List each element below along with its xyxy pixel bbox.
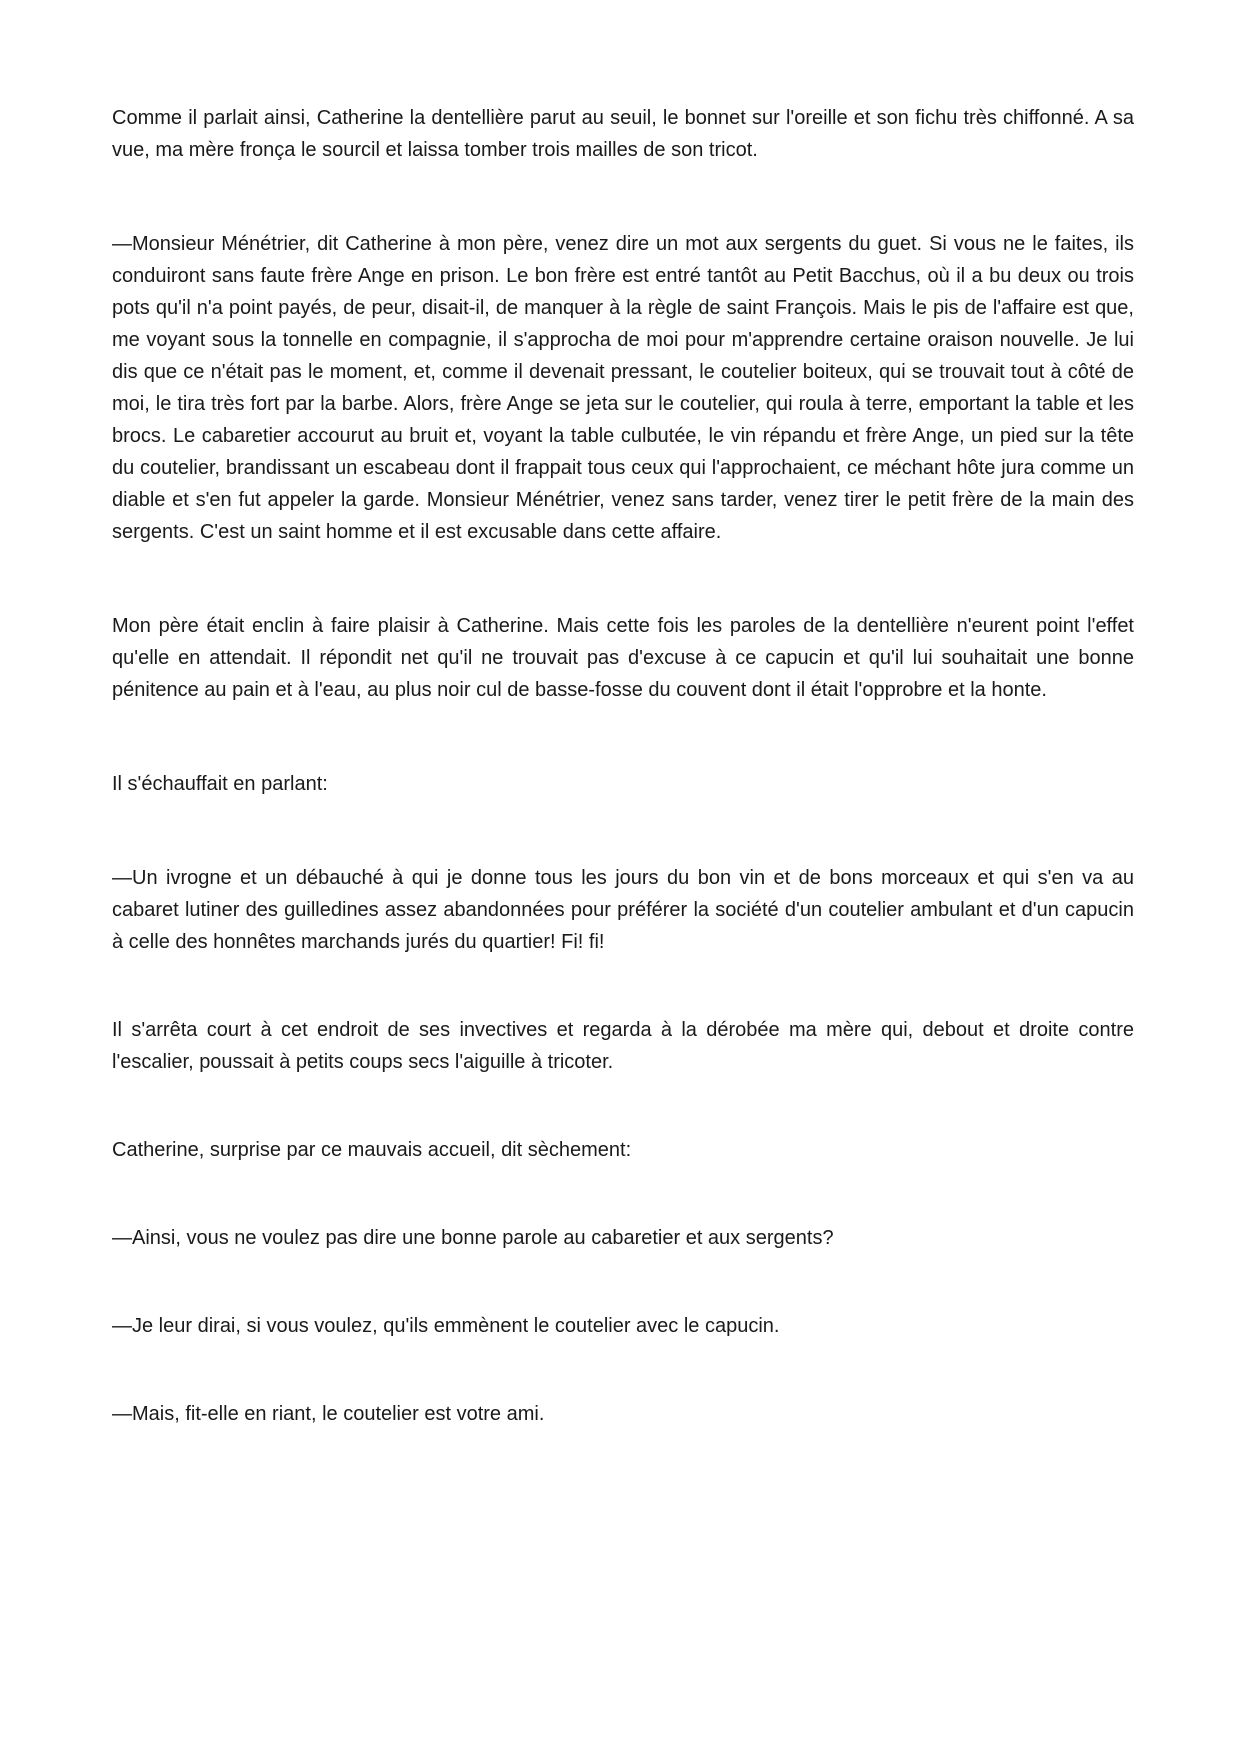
paragraph-father-heats-up: Il s'échauffait en parlant: bbox=[112, 773, 328, 795]
text-body bbox=[112, 102, 1134, 1430]
paragraph-catherine-question: —Ainsi, vous ne voulez pas dire une bonne parole au cabaretier et aux sergents? bbox=[112, 1227, 834, 1249]
paragraph-catherine-surprised: Catherine, surprise par ce mauvais accueil, dit sèchement: bbox=[112, 1139, 632, 1161]
paragraph-catherine-arrives: Comme il parlait ainsi, Catherine la dentellière parut au seuil, le bonnet sur l'oreille et son fichu très chiffonné. A sa vue, ma mère fronça le sourcil et laissa tomber trois mailles de son tricot. bbox=[112, 107, 1134, 161]
paragraph-catherine-laughs: —Mais, fit-elle en riant, le coutelier est votre ami. bbox=[112, 1403, 545, 1425]
paragraph-catherine-plea: —Monsieur Ménétrier, dit Catherine à mon père, venez dire un mot aux sergents du guet. Si vous ne le faites, ils conduiront sans faute frère Ange en prison. Le bon frère est entré tantôt au Petit Bacchus, où il a bu deux ou trois pots qu'il n'a point payés, de peur, disait-il, de manquer à la règle de saint François. Mais le pis de l'affaire est que, me voyant sous la tonnelle en compagnie, il s'approcha de moi pour m'apprendre certaine oraison nouvelle. Je lui dis que ce n'était pas le moment, et, comme il devenait pressant, le coutelier boiteux, qui se trouvait tout à côté de moi, le tira très fort par la barbe. Alors, frère Ange se jeta sur le coutelier, qui roula à terre, emportant la table et les brocs. Le cabaretier accourut au bruit et, voyant la table culbutée, le vin répandu et frère Ange, un pied sur la tête du coutelier, brandissant un escabeau dont il frappait tous ceux qui l'approchaient, ce méchant hôte jura comme un diable et s'en fut appeler la garde. Monsieur Ménétrier, venez sans tarder, venez tirer le petit frère de la main des sergents. C'est un saint homme et il est excusable dans cette affaire. bbox=[112, 233, 1134, 543]
paragraph-father-refuses: Mon père était enclin à faire plaisir à Catherine. Mais cette fois les paroles de la dentellière n'eurent point l'effet qu'elle en attendait. Il répondit net qu'il ne trouvait pas d'excuse à ce capucin et qu'il lui souhaitait une bonne pénitence au pain et à l'eau, au plus noir cul de basse-fosse du couvent dont il était l'opprobre et la honte. bbox=[112, 615, 1134, 701]
paragraph-father-invective: —Un ivrogne et un débauché à qui je donne tous les jours du bon vin et de bons morceaux et qui s'en va au cabaret lutiner des guilledines assez abandonnées pour préférer la société d'un coutelier ambulant et d'un capucin à celle des honnêtes marchands jurés du quartier! Fi! fi! bbox=[112, 867, 1134, 953]
paragraph-father-stops: Il s'arrêta court à cet endroit de ses invectives et regarda à la dérobée ma mère qui, debout et droite contre l'escalier, poussait à petits coups secs l'aiguille à tricoter. bbox=[112, 1019, 1134, 1073]
paragraph-father-reply: —Je leur dirai, si vous voulez, qu'ils emmènent le coutelier avec le capucin. bbox=[112, 1315, 780, 1337]
